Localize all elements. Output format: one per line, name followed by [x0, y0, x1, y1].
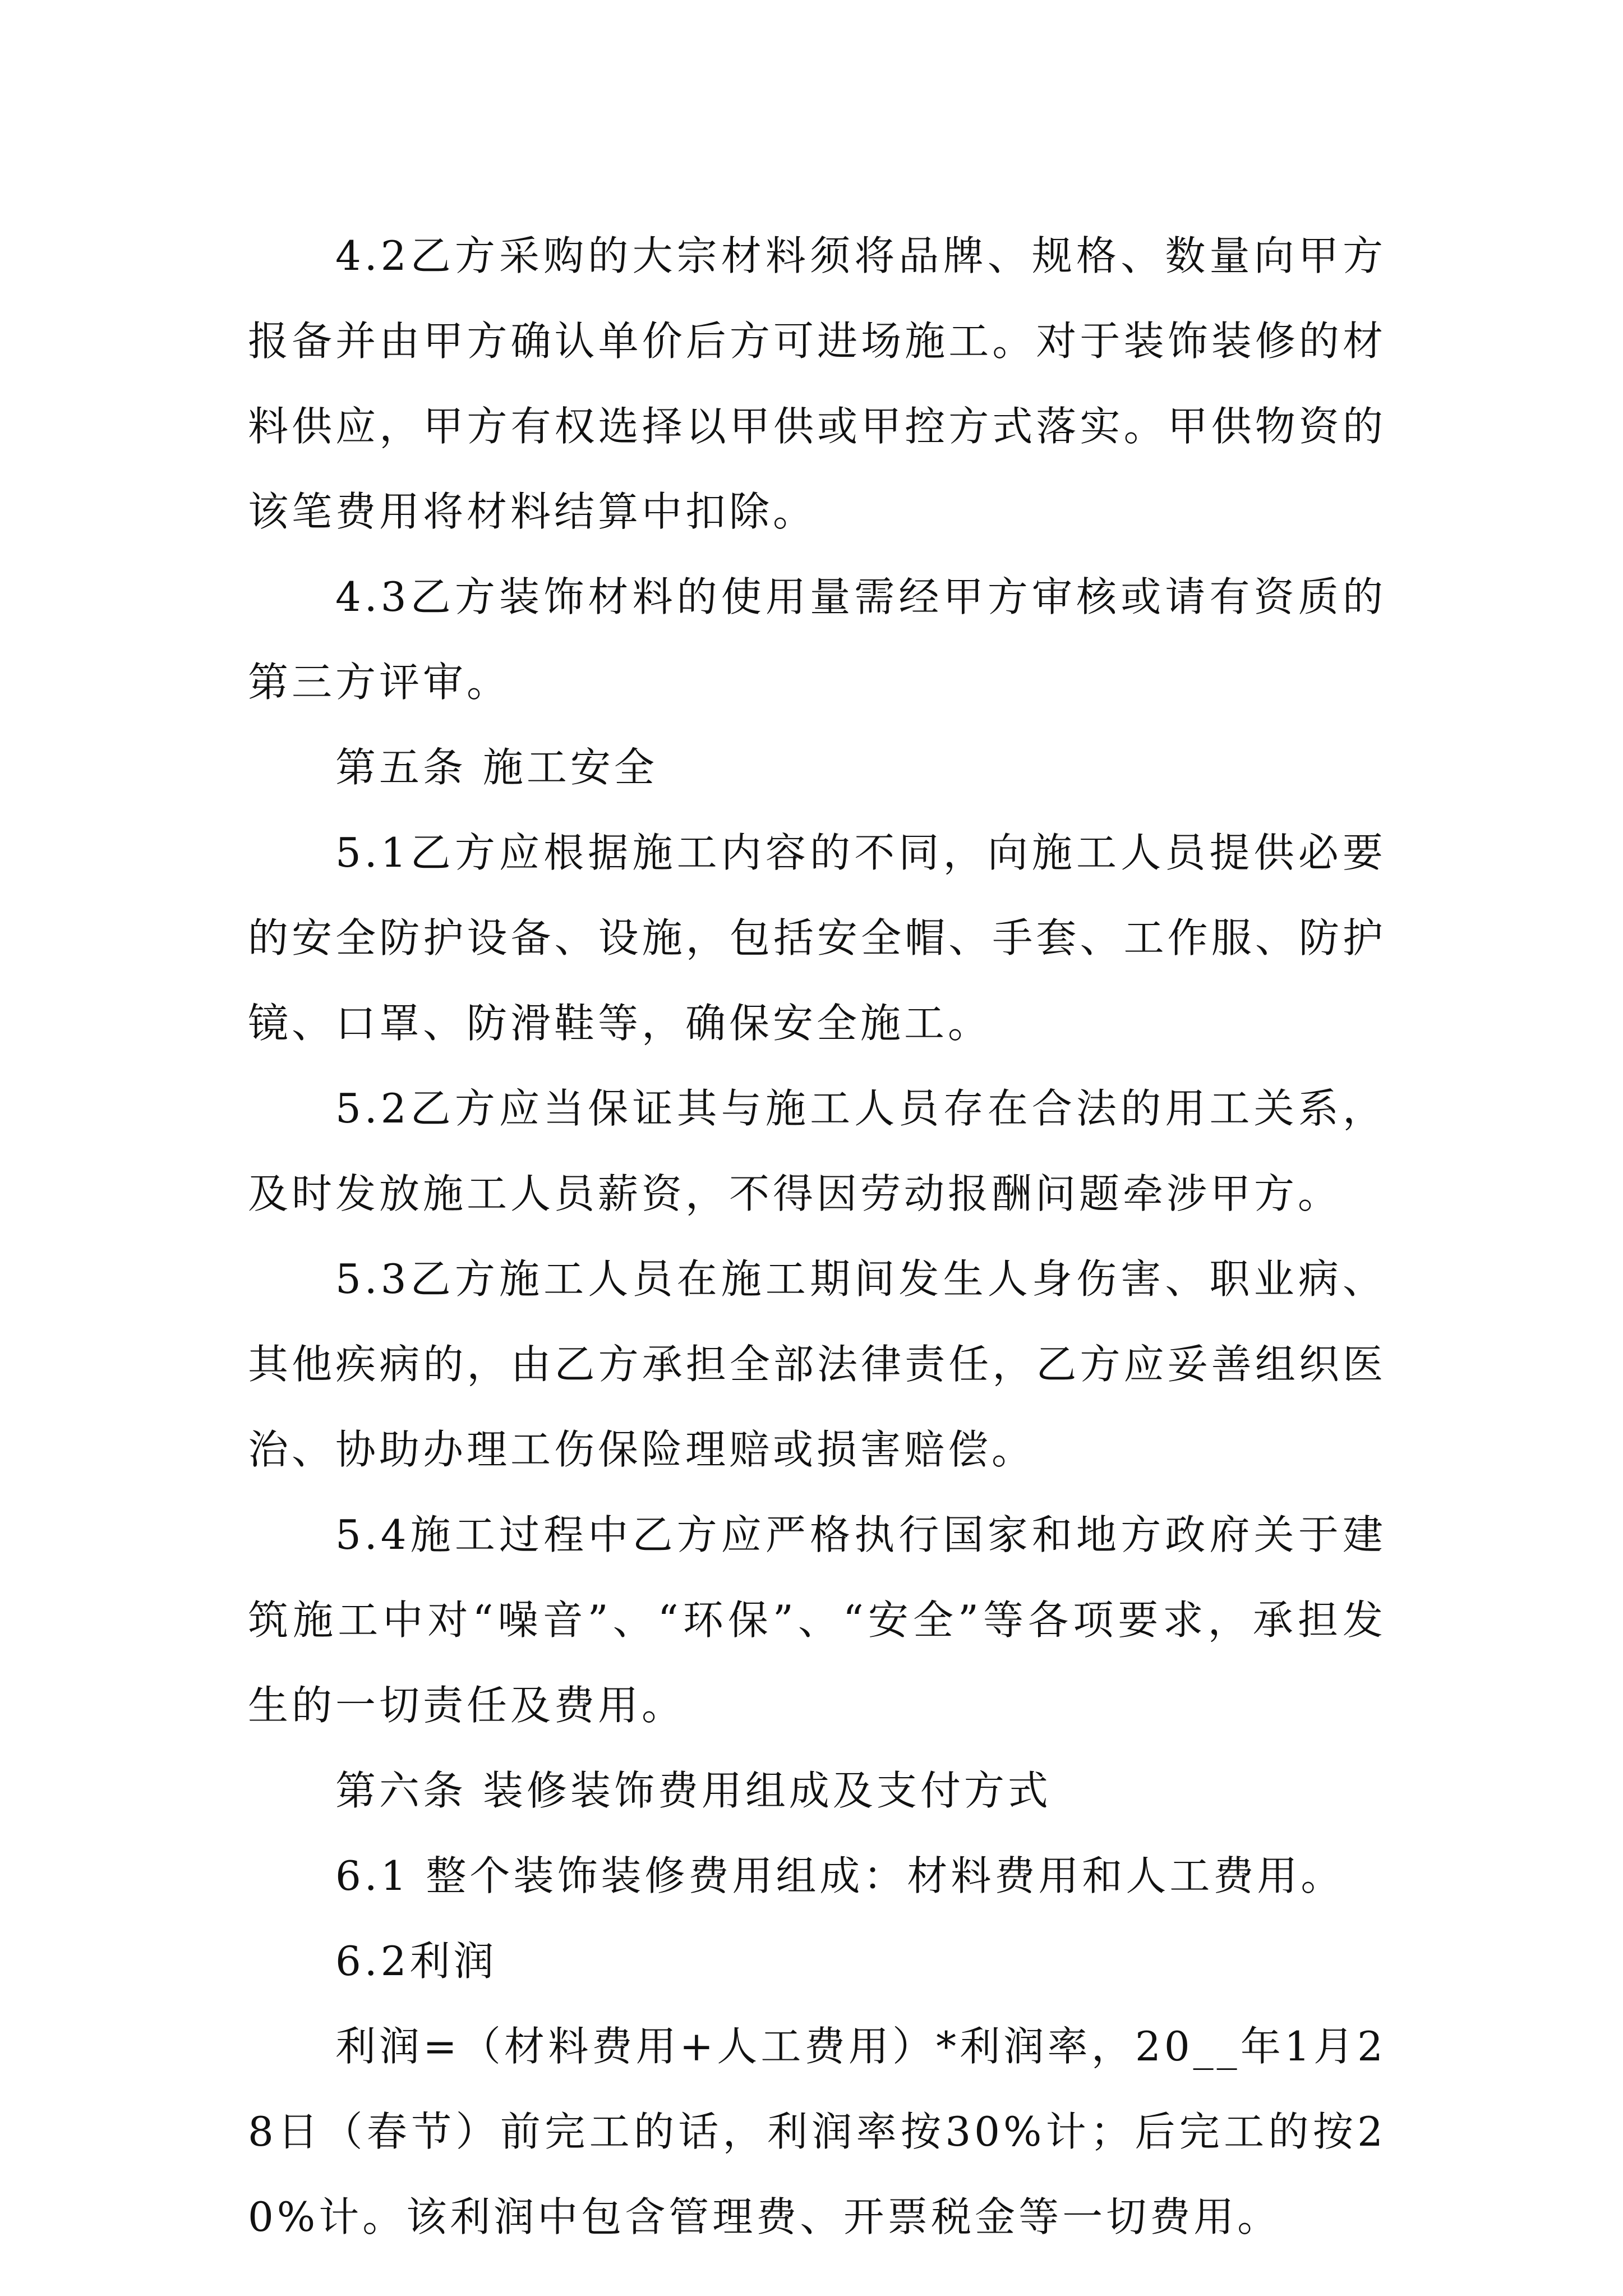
document-body	[248, 213, 1386, 2260]
paragraph-6-2-body: 利润=（材料费用+人工费用）*利润率，20__年1月28日（春节）前完工的话，利润率按30%计；后完工的按20%计。该利润中包含管理费、开票税金等一切费用。	[248, 2023, 1386, 2240]
paragraph-6-1: 6.1 整个装饰装修费用组成：材料费用和人工费用。	[335, 1852, 1345, 1899]
subheading-6-2: 6.2利润	[335, 1938, 497, 1985]
paragraph-5-2: 5.2乙方应当保证其与施工人员存在合法的用工关系，及时发放施工人员薪资，不得因劳动报酬问题牵涉甲方。	[248, 1085, 1386, 1217]
section-heading-5: 第五条 施工安全	[335, 744, 658, 791]
section-heading-6: 第六条 装修装饰费用组成及支付方式	[335, 1767, 1052, 1814]
paragraph-4-3: 4.3乙方装饰材料的使用量需经甲方审核或请有资质的第三方评审。	[248, 573, 1386, 706]
paragraph-5-4: 5.4施工过程中乙方应严格执行国家和地方政府关于建筑施工中对“噪音”、“环保”、“安全”等各项要求，承担发生的一切责任及费用。	[248, 1511, 1386, 1729]
paragraph-5-1: 5.1乙方应根据施工内容的不同，向施工人员提供必要的安全防护设备、设施，包括安全帽、手套、工作服、防护镜、口罩、防滑鞋等，确保安全施工。	[248, 829, 1386, 1047]
paragraph-5-3: 5.3乙方施工人员在施工期间发生人身伤害、职业病、其他疾病的，由乙方承担全部法律责任，乙方应妥善组织医治、协助办理工伤保险理赔或损害赔偿。	[248, 1255, 1386, 1473]
paragraph-4-2: 4.2乙方采购的大宗材料须将品牌、规格、数量向甲方报备并由甲方确认单价后方可进场施工。对于装饰装修的材料供应，甲方有权选择以甲供或甲控方式落实。甲供物资的该笔费用将材料结算中扣除。	[248, 232, 1386, 535]
